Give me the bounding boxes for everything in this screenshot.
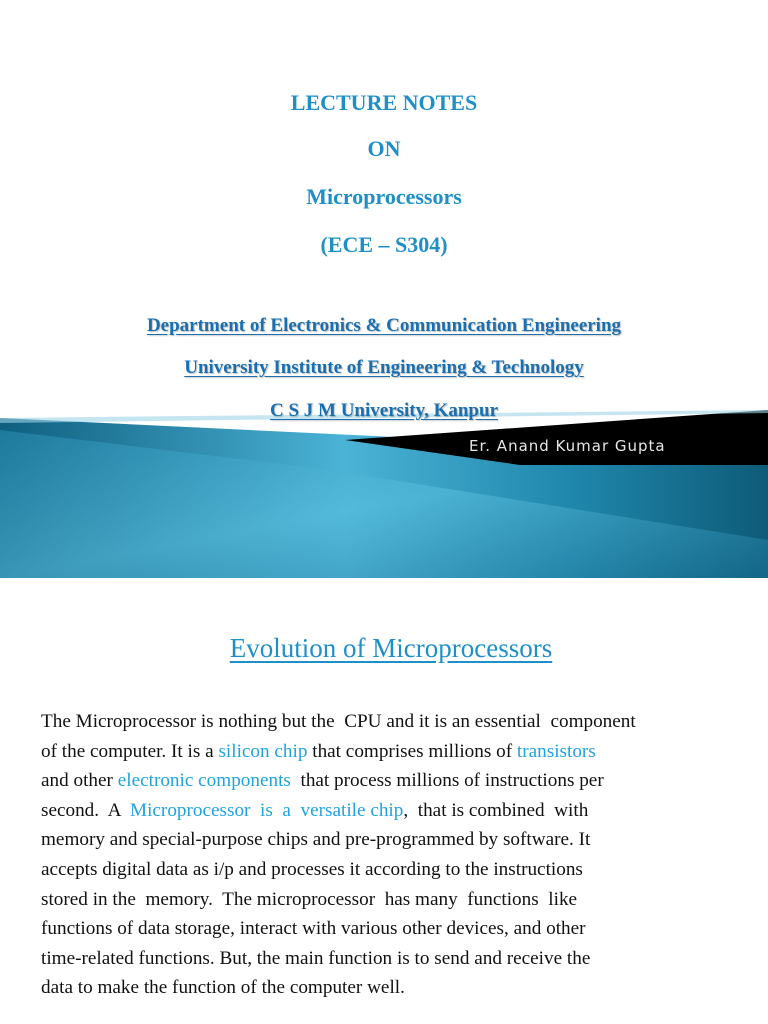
title-subject: Microprocessors [306,184,462,209]
body-line [41,914,741,944]
body-line [41,737,741,767]
body-text-segment: accepts digital data as i/p and processes it according to the instructions [41,858,583,880]
body-text-segment: functions of data storage, interact with various other devices, and other [41,918,586,940]
title-course-code: (ECE – S304) [320,232,448,257]
body-text-segment: time-related functions. But, the main function is to send and receive the [41,947,591,969]
body-text-segment: stored in the memory. The microprocessor has many functions like [41,888,578,910]
highlighted-term: silicon chip [218,740,308,762]
body-text-segment: that comprises millions of [307,740,517,762]
body-paragraph [41,707,741,1003]
body-line [41,944,741,974]
body-line [41,855,741,885]
title-lecture-notes: LECTURE NOTES [290,90,478,115]
body-text-segment: The Microprocessor is nothing but the CPU and it is an essential component [41,711,636,732]
body-line [41,825,741,855]
institute-name: University Institute of Engineering & Technology [184,357,584,378]
body-line [41,766,741,796]
body-text-segment: , that is combined with [403,799,589,821]
highlighted-term: Microprocessor is a versatile chip [130,799,404,821]
body-text-segment: that process millions of instructions per [290,770,604,792]
body-text-segment: and other [41,770,118,792]
author-name: Er. Anand Kumar Gupta [469,437,666,455]
body-line [41,707,741,737]
body-line [41,796,741,826]
highlighted-term: transistors [516,740,596,762]
highlighted-term: electronic components [117,770,291,792]
department-name: Department of Electronics & Communication Engineering [146,315,622,336]
body-line [41,885,741,915]
body-line [41,973,741,1003]
body-text-segment: data to make the function of the computer well. [41,977,405,999]
university-name: C S J M University, Kanpur [269,400,499,421]
body-text-segment: second. A [41,799,131,821]
body-text-segment: memory and special-purpose chips and pre-programmed by software. It [41,829,591,851]
title-on: ON [367,136,401,161]
slide-heading: Evolution of Microprocessors [229,633,553,663]
content-slide [0,578,768,1024]
body-text-segment: of the computer. It is a [41,740,219,762]
